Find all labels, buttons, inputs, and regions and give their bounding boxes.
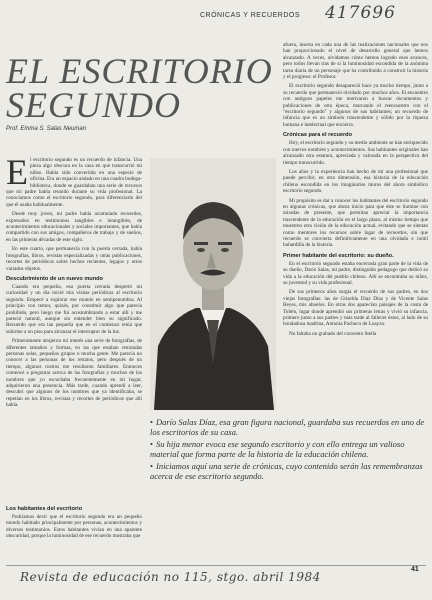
pull-quote-text: Su hija menor evoca ese segundo escritorio y con ello entrega un valioso material que forma parte de la historia de la educación chilena. bbox=[150, 439, 405, 459]
paragraph: Desde muy joven, mi padre había acumulado recuerdos, expresados en testimonios tangibles e intangibles, de acontecimientos educacionales y sociales importantes, que había compartido con sus amigos, compañeros de trabajo y de sueños, en las primeras décadas de este siglo. bbox=[6, 211, 142, 243]
subheading: Primer habitante del escritorio: su dueño. bbox=[283, 252, 394, 259]
bullet-icon: • bbox=[150, 417, 153, 427]
paragraph: Cuando era pequeña, esa puerta cerrada despertó mi curiosidad y un día inicié mis visitas periódicas al escritorio segundo. Empecé a explorar ese mundo en semipenumbra. Al principio con temor, quizás, por constituir algo que parecía prohibido, pero luego me fui acostumbrando a estar allí y me pareció natural, aunque sin entender bien su significado. Recuerdo que era tan pequeña que en el comienzo tenía que subirme a un piso para alcanzar el interruptor de la luz. bbox=[6, 283, 142, 335]
paragraph-text: l escritorio segundo es un recuerdo de infancia. Una pieza algo obscura en la casa en que transcurrió mi niñez. Había sido convertida en una especie de oficina. Era un espacio aislado en una cuadra bodega-biblioteca, donde se guardaban una serie de recursos que mi padre había reunido durante su vida profesional. La conocíamos como el escritorio segundo, para diferenciarlo del que él usaba habitualmente. bbox=[6, 157, 142, 208]
portrait-photo bbox=[150, 158, 276, 410]
paragraph: Primeramente atrajeron mi interés una serie de fotografías, de diferentes tamaños y formas, en las que estaban retratadas personas solas, pequeños grupos o mucha gente. Me parecía no conocer a las personas de los retratos, pero después de un tiempo, algunos rostros me resultaron familiares. Entonces comencé a preguntar acerca de las fotografías y muchos de los nombres que yo escuchaba frecuentemente en mi hogar, adquirieron una presencia. Más tarde, cuando aprendí a leer, descubrí que algunos de los nombres que ya identificaba, se repetían en los libros, revistas y recortes de periódicos que allí había. bbox=[6, 338, 142, 409]
paragraph: El escritorio segundo desapareció hace ya mucho tiempo, junto a su recuerdo que permaneció olvidado por muchos años. El encuentro con antiguos papeles me motivaron a buscar documentos y publicaciones de otra época, marcando el reencuentro con el "escritorio segundo" y algunos de sus habitantes; un recuerdo de infancia que es un símbolo trascendente y sólido por la riqueza humana e intelectual que encierra. bbox=[283, 83, 428, 128]
article-title-line-1: EL ESCRITORIO bbox=[6, 51, 273, 91]
paragraph: afuera, inserta en cada una de las realizaciones nacionales que nos han proporcionado el nivel de desarrollo general que hemos alcanzado. A veces, olvidamos cómo hemos logrado esos avances, pero todos llevan tras de sí la luminosidad escondida de la anónima tarea diaria de un personaje que ha contribuido a construir la historia y el progreso: el Profesor. bbox=[283, 42, 428, 81]
subheading: Crónicas para el recuerdo bbox=[283, 132, 353, 139]
subheading: Descubrimiento de un nuevo mundo bbox=[6, 275, 103, 282]
pull-quote-text: Iniciamos aquí una serie de crónicas, cuyo contenido serán las remembranzas acerca de ese escritorio segundo. bbox=[150, 461, 423, 481]
paragraph: Mi propósito es dar a conocer los habitantes del escritorio segundo en algunas crónicas, que ahora inicio para que éste se ilumine con miradas de presente, que permitan apreciar la importancia trascendente de la educación en el largo plazo, al mismo tiempo que muestren otra visión de la educación actual, evitando que se sientan como mentores los recursos sobre lugar de recuerdos, sin que recuerdo se convierta definitivamente en una olvidada e inútil buhardilla de la historia. bbox=[283, 197, 428, 249]
bullet-icon: • bbox=[150, 439, 153, 450]
author-byline: Prof. Emma S. Salas Neuman bbox=[6, 126, 87, 132]
handwritten-citation: Revista de educación no 115, stgo. abril 1984 bbox=[20, 570, 321, 584]
paragraph: De sus primeros años surgía el recuerdo de sus padres, en dos viejas fotografías: las de Griselda Díaz Díaz y de Vicente Salas Reyes, mis abuelos. En otras dos aparecían paisajes de la costa de Toltén, lugar donde aprendió sus primeras letras y vivió su infancia, primero junto a sus padres y más tarde al fallecer éstos, al lado de su bondadosa madrina, Antonia Pacheco de Loayza. bbox=[283, 289, 428, 328]
paragraph: No faltaba un grabado del convento Stella bbox=[289, 330, 377, 337]
bullet-icon: • bbox=[150, 461, 153, 472]
drop-cap: E bbox=[6, 152, 28, 192]
paragraph: En el escritorio segundo estaba encerrada gran parte de la vida de su dueño, Darío Salas, mi padre, distinguido pedagogo que dedicó su vida a la educación del pueblo chileno. Allí se encontraba su niñez, su juventud y su vida profesional. bbox=[283, 260, 428, 286]
column-2 bbox=[283, 42, 428, 417]
handwritten-number: 417696 bbox=[325, 3, 396, 23]
paragraph: Hoy, el escritorio segundo y su medio ambiente se han enriquecido con nuevos nombres y acontecimientos. Sus habitantes originales han alcanzado otra estatura, apreciada y valorada en la perspectiva del tiempo transcurrido. bbox=[283, 140, 428, 166]
portrait-image bbox=[150, 158, 276, 410]
paragraph: Los años y la experiencia han hecho de mí una profesional que puede percibir, en otra dimensión, esa historia de la educación chilena escondida en los imaginarios muros del ahora simbólico escritorio segundo. bbox=[283, 168, 428, 195]
paragraph: Podríamos decir que el escritorio segundo era un pequeño mundo habitado principalmente por personas, acontecimientos y diversos testimonios. Estos habitantes vivían en una aparente obscuridad, porque la luminosidad de ese recuerdo mostraba que bbox=[6, 514, 142, 540]
pull-quote-text: Darío Salas Díaz, esa gran figura nacional, guardaba sus recuerdos en uno de los escritorios de su casa. bbox=[150, 417, 425, 437]
pull-quote-item bbox=[150, 440, 426, 459]
paragraph bbox=[6, 152, 142, 208]
page-number: 41 bbox=[411, 566, 419, 573]
footer-rule bbox=[6, 565, 426, 566]
pull-quote-item bbox=[150, 418, 426, 437]
pull-quote-item bbox=[150, 462, 426, 481]
article-title-line-2: SEGUNDO bbox=[6, 85, 181, 125]
paragraph: En este cuarto, que permanecía con la puerta cerrada, había fotografías, libros, revistas especializadas y otras publicaciones, recortes de periódicos sobre hechos recientes, legajos y otros variados objetos. bbox=[6, 246, 142, 272]
pull-quote bbox=[150, 418, 426, 558]
subheading: Los habitantes del escritorio bbox=[6, 506, 83, 512]
column-1 bbox=[6, 152, 142, 447]
section-title: CRÓNICAS Y RECUERDOS bbox=[200, 12, 300, 19]
